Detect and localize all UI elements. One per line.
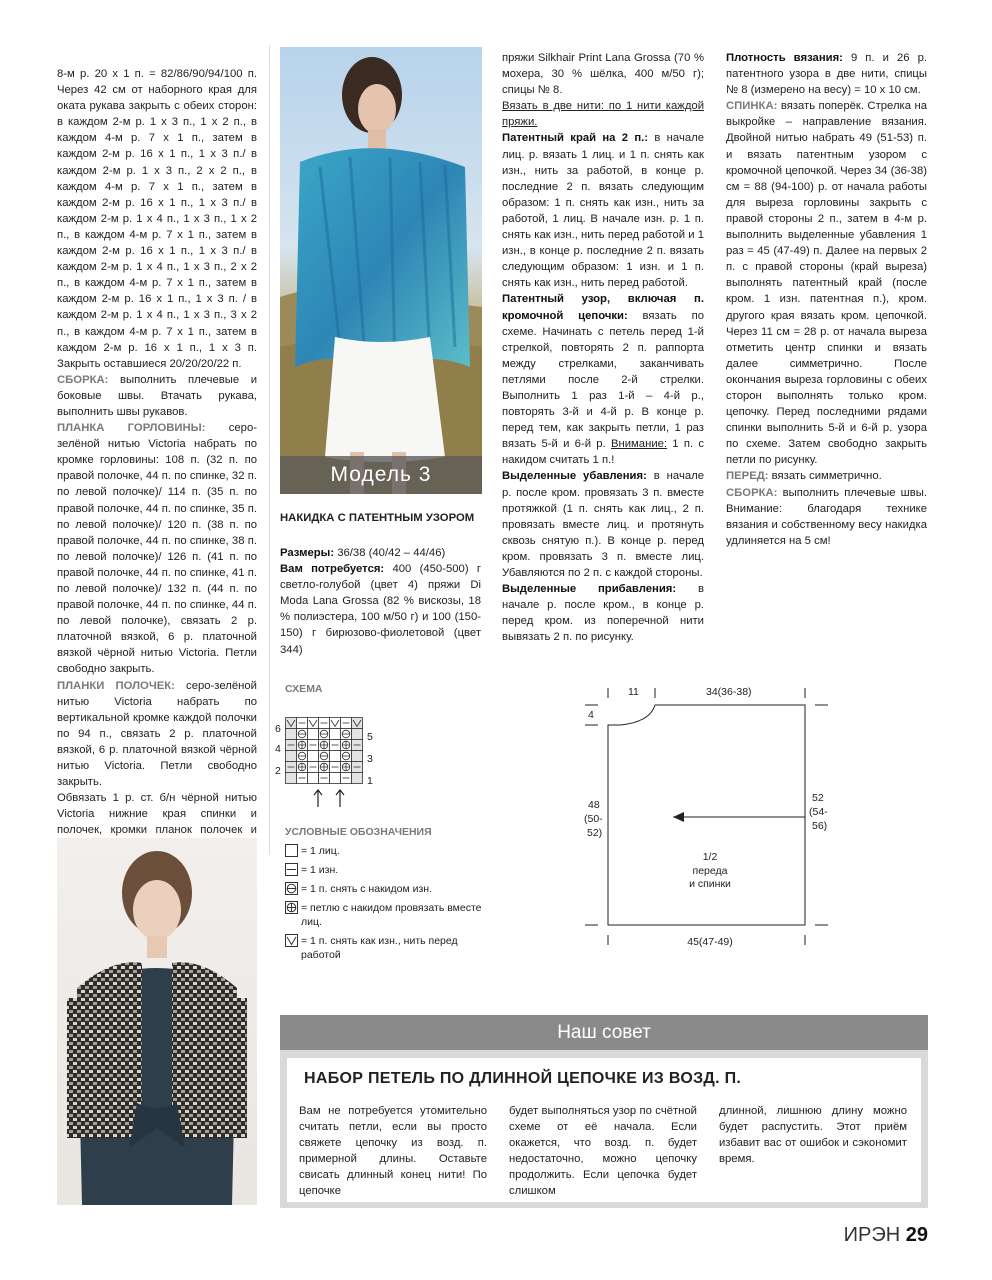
final-assembly-paragraph bbox=[726, 485, 927, 549]
arrow-1-icon bbox=[314, 790, 322, 807]
piece-label-2: переда bbox=[692, 865, 728, 877]
text-column-2 bbox=[280, 545, 481, 658]
legend-title: УСЛОВНЫЕ ОБОЗНАЧЕНИЯ bbox=[285, 826, 432, 838]
assembly-text: выполнить плечевые и боковые швы. Втачать рукава, выполнить швы рукавов. bbox=[57, 373, 257, 418]
legend-knit-together-label: = петлю с накидом провязать вместе лиц. bbox=[301, 902, 482, 928]
chart-title: СХЕМА bbox=[285, 683, 323, 695]
back-heading: СПИНКА: bbox=[726, 100, 778, 113]
chart-cell bbox=[330, 773, 341, 784]
increases-paragraph bbox=[502, 581, 704, 645]
front-bands-paragraph bbox=[57, 678, 257, 791]
knit-together-icon bbox=[285, 901, 298, 914]
patent-pattern-heading: Патентный узор, включая п. кромочной цепочки: bbox=[502, 293, 704, 322]
chart-cell bbox=[308, 729, 319, 740]
chart-cell bbox=[286, 729, 297, 740]
density-paragraph bbox=[726, 50, 927, 98]
purl-symbol-icon bbox=[285, 863, 298, 876]
row-label-5: 5 bbox=[367, 731, 373, 743]
dim-left-3: 52) bbox=[587, 827, 603, 839]
slip-purlwise-icon bbox=[285, 934, 298, 947]
chart-cell bbox=[330, 751, 341, 762]
decreases-paragraph bbox=[502, 468, 704, 581]
model-label: Модель 3 bbox=[280, 456, 482, 494]
chart-cell bbox=[308, 773, 319, 784]
back-paragraph bbox=[726, 98, 927, 468]
materials-text: 400 (450-500) г светло-голубой (цвет 4) пряжи Di Moda Lana Grossa (82 % вискозы, 18 % полиэстера, 100 м/50 г) и 100 (150-150) г бирюзово-фиолетовой (цвет 344) bbox=[280, 563, 481, 656]
pattern-diagram bbox=[580, 680, 840, 960]
legend-knit bbox=[285, 844, 485, 858]
model-3-photo bbox=[280, 47, 482, 494]
column-divider bbox=[269, 45, 270, 855]
two-strands-note: Вязать в две нити: по 1 нити каждой пряжи. bbox=[502, 100, 704, 129]
final-assembly-heading: СБОРКА: bbox=[726, 486, 778, 499]
legend-purl bbox=[285, 863, 485, 877]
materials-paragraph bbox=[280, 561, 481, 658]
arrow-head-icon bbox=[673, 812, 684, 822]
row-label-3: 3 bbox=[367, 753, 373, 765]
row-label-2: 2 bbox=[275, 765, 281, 777]
knit-symbol-icon bbox=[285, 844, 298, 857]
front-paragraph bbox=[726, 468, 927, 484]
front-bands-heading: ПЛАНКИ ПОЛОЧЕК: bbox=[57, 679, 175, 692]
dim-right-3: 56) bbox=[812, 820, 828, 832]
tip-column-1: Вам не потребуется утомительно считать петли, если вы просто свяжете цепочку из возд. п. примерной длины. Оставьте свисать длинный конец нити! По цепочке bbox=[299, 1105, 487, 1198]
garment-title: НАКИДКА С ПАТЕНТНЫМ УЗОРОМ bbox=[280, 512, 475, 524]
photo-illustration bbox=[280, 47, 482, 494]
pattern-outline bbox=[608, 705, 805, 925]
dim-top-left: 11 bbox=[628, 686, 639, 698]
patent-edge-heading: Патентный край на 2 п.: bbox=[502, 132, 649, 145]
decreases-heading: Выделенные убавления: bbox=[502, 470, 647, 483]
row-label-1: 1 bbox=[367, 775, 373, 787]
dim-top-right: 34(36-38) bbox=[706, 686, 752, 698]
legend-knit-together bbox=[285, 901, 485, 929]
photo-illustration bbox=[57, 838, 257, 1205]
final-assembly-text: выполнить плечевые швы. Внимание: благодаря технике вязания и собственному весу накидка удлиняется на 5 см! bbox=[726, 486, 927, 547]
tip-box bbox=[280, 1015, 928, 1208]
neck-band-paragraph bbox=[57, 420, 257, 678]
chart-cells bbox=[286, 718, 363, 784]
tip-title: НАБОР ПЕТЕЛЬ ПО ДЛИННОЙ ЦЕПОЧКЕ ИЗ ВОЗД. П. bbox=[304, 1070, 742, 1087]
neck-band-text: серо-зелёной нитью Victoria набрать по кромке горловины: 108 п. (32 п. по правой полочке, 44 п. по спинке, 32 п. по левой полочке)/ 114 п. (35 п. по правой полочке, 44 п. по спинке, 35 п. по левой полочке)/ 120 п. (38 п. по правой полочке, 44 п. по спинке, 38 п. по левой полочке)/ 126 п. (41 п. по правой полочке, 44 п. по спинке, 41 п. по левой полочке)/ 132 п. (44 п. по правой полочке, 44 п. по спинке, 44 п. по левой полочке), связать 2 р. платочной вязкой, 6 р. платочной вязкой чёрной нитью Victoria. Петли свободно закрыть. bbox=[57, 422, 257, 676]
edging-paragraph: Обвязать 1 р. ст. б/н чёрной нитью Victoria нижние края спинки и полочек, кромки планок полочек и bbox=[57, 792, 257, 837]
tip-header: Наш совет bbox=[280, 1015, 928, 1050]
chart-cell bbox=[330, 729, 341, 740]
legend-slip-purlwise bbox=[285, 934, 485, 962]
page-number: 29 bbox=[905, 1224, 928, 1246]
row-label-4: 4 bbox=[275, 743, 281, 755]
tip-content bbox=[287, 1058, 921, 1202]
neck-band-heading: ПЛАНКА ГОРЛОВИНЫ: bbox=[57, 422, 206, 435]
sizes-heading: Размеры: bbox=[280, 547, 335, 559]
chart-cell bbox=[308, 751, 319, 762]
legend-slip-yo bbox=[285, 882, 485, 896]
legend-knit-label: = 1 лиц. bbox=[301, 845, 340, 857]
back-text: вязать поперёк. Стрелка на выкройке – направление вязания. Двойной нитью набрать 49 (51-53) п. и вязать патентным узором с кромочной цепочкой. Через 34 (36-38) см = 88 (94-100) р. от начала работы для выреза горловины закрыть с правой стороны 2 п., затем в 4-м р. выполнить выделенные убавления 1 раз = 45 (47-49) п. Далее на первых 2 п. с правой стороны (край выреза) выполнять патентный край (после кром. 1 изн. патентная п.), кром. другого края вязать кром. цепочкой. Через 11 см = 28 р. от начала выреза отметить центр спинки и вязать далее симметрично. После окончания выреза горловины с обеих сторон выполнять только кром. цепочку. Перед последними рядами спинки выполнить 5-й и 6-й р. узора по схеме. Затем свободно закрыть петли по рисунку. bbox=[726, 100, 927, 467]
brand-name: ИРЭН bbox=[843, 1224, 901, 1246]
chart-cell bbox=[352, 751, 363, 762]
materials-heading: Вам потребуется: bbox=[280, 563, 385, 576]
sizes-paragraph bbox=[280, 545, 481, 561]
chart-cell bbox=[352, 773, 363, 784]
tip-column-3: длинной, лишнюю длину можно будет распустить. Этот приём избавит вас от ошибок и сэкономит время. bbox=[719, 1105, 907, 1166]
knitting-chart bbox=[275, 683, 395, 813]
text-column-4 bbox=[726, 50, 927, 549]
sizes-text: 36/38 (40/42 – 44/46) bbox=[334, 547, 446, 559]
front-text: вязать симметрично. bbox=[768, 470, 882, 483]
text-column-3 bbox=[502, 50, 704, 645]
assembly-paragraph bbox=[57, 372, 257, 420]
row-label-6: 6 bbox=[275, 723, 281, 735]
density-text: 9 п. и 26 р. патентного узора в две нити, спицы № 8 (измерено на весу) = 10 х 10 см. bbox=[726, 52, 927, 97]
chart-cell bbox=[352, 729, 363, 740]
piece-label-3: и спинки bbox=[689, 878, 731, 890]
patent-edge-paragraph bbox=[502, 130, 704, 291]
patent-pattern-paragraph bbox=[502, 291, 704, 468]
increases-heading: Выделенные прибавления: bbox=[502, 583, 677, 596]
dim-right-2: (54- bbox=[809, 806, 828, 818]
chart-grid bbox=[275, 695, 395, 810]
dim-left-2: (50- bbox=[584, 813, 603, 825]
density-heading: Плотность вязания: bbox=[726, 52, 843, 64]
page-footer bbox=[844, 1224, 928, 1247]
dim-right-1: 52 bbox=[812, 792, 824, 804]
tip-column-2: будет выполняться узор по счётной схеме от её начала. Если окажется, что возд. п. будет недостаточно, можно цепочку продолжить. Если цепочка будет слишком bbox=[509, 1105, 697, 1198]
slip-yarn-over-icon bbox=[285, 882, 298, 895]
attention-label: Внимание: bbox=[610, 438, 668, 451]
dim-left-1: 48 bbox=[588, 799, 600, 811]
legend-slip-yo-label: = 1 п. снять с накидом изн. bbox=[301, 883, 433, 895]
decreases-text: в начале р. после кром. провязать 3 п. вместе протяжкой (1 п. снять как лиц., 2 п. провязать вместе лиц. и протянуть сквозь снятую п.). В конце р. перед кром. провязать 3 п. вместе лиц. Убавляются по 2 п. с каждой стороны. bbox=[502, 470, 704, 579]
patent-pattern-text: вязать по схеме. Начинать с петель перед 1-й стрелкой, повторять 2 п. раппорта между стрелками, заканчивать петлями после 2-й стрелки. Выполнить 1 раз 1-й – 4-й р., повторять 3-й и 4-й р. В конце р. перед тем, как закрыть петли, 1 раз вязать 5-й и 6-й р. bbox=[502, 309, 704, 451]
front-bands-text: серо-зелёной нитью Victoria набрать по вертикальной кромке каждой полочки по 94 п., связать 2 р. платочной вязкой, 6 р. платочной вязкой чёрной нитью Victoria. Петли свободно закрыть. bbox=[57, 679, 257, 789]
assembly-heading: СБОРКА: bbox=[57, 373, 109, 386]
piece-label-1: 1/2 bbox=[702, 851, 718, 863]
chart-cell bbox=[286, 773, 297, 784]
arrow-2-icon bbox=[336, 790, 344, 807]
dim-bottom: 45(47-49) bbox=[687, 936, 733, 948]
dim-neck: 4 bbox=[588, 709, 594, 721]
patent-pattern-note: 1 п. с накидом считать 1 п.! bbox=[502, 438, 704, 467]
sleeve-instructions: 8-м р. 20 х 1 п. = 82/86/90/94/100 п. Через 42 см от наборного края для оката рукава закрыть с обеих сторон: в каждом 2-м р. 1 х 3 п., 1 х 2 п., в каждом 4-м р. 7 х 1 п., затем в каждом 2-м р. 16 х 1 п., 1 х 3 п./ в каждом 2-м р. 1 х 3 п., 2 х 2 п., в каждом 4-м р. 7 х 1 п., затем в каждом 2-м р. 16 х 1 п., 1 х 3 п./ в каждом 2-м р. 1 х 4 п., 1 х 3 п., 1 х 2 п., в каждом 4-м р. 7 х 1 п., затем в каждом 2-м р. 16 х 1 п., 1 х 3 п./ в каждом 2-м р. 1 х 4 п., 1 х 3 п., 2 х 2 п., в каждом 4-м р. 7 х 1 п., затем в каждом 2-м р. 16 х 1 п., 1 х 3 п. / в каждом 2-м р. 1 х 4 п., 1 х 3 п., 3 х 2 п., в каждом 4-м р. 7 х 1 п., затем в каждом 2-м р. 16 х 1 п., 1 х 3 п. Закрыть оставшиеся 20/20/20/22 п. bbox=[57, 68, 257, 370]
front-heading: ПЕРЕД: bbox=[726, 470, 769, 483]
legend-purl-label: = 1 изн. bbox=[301, 864, 339, 876]
legend-slip-purlwise-label: = 1 п. снять как изн., нить перед работой bbox=[301, 935, 458, 961]
legend bbox=[285, 826, 485, 967]
cardigan-photo bbox=[57, 838, 257, 1205]
yarn-paragraph: пряжи Silkhair Print Lana Grossa (70 % мохера, 30 % шёлка, 400 м/50 г); спицы № 8. bbox=[502, 52, 704, 97]
increases-text: в начале р. после кром., в конце р. перед кром. из поперечной нити вывязать 2 п. по рисунку. bbox=[502, 583, 704, 644]
chart-cell bbox=[286, 751, 297, 762]
text-column-1 bbox=[57, 66, 257, 855]
patent-edge-text: в начале лиц. р. вязать 1 лиц. и 1 п. снять как изн., нить за работой, в конце р. последние 2 п. вязать следующим образом: 1 п. снять как изн., нить за работой, 1 лиц. В начале изн. р. 1 п. снять как изн., нить перед работой и 1 изн., в конце р. последние 2 п. вязать следующим образом: 1 изн. и 1 п. снять как изн., нить перед работой. bbox=[502, 132, 704, 290]
